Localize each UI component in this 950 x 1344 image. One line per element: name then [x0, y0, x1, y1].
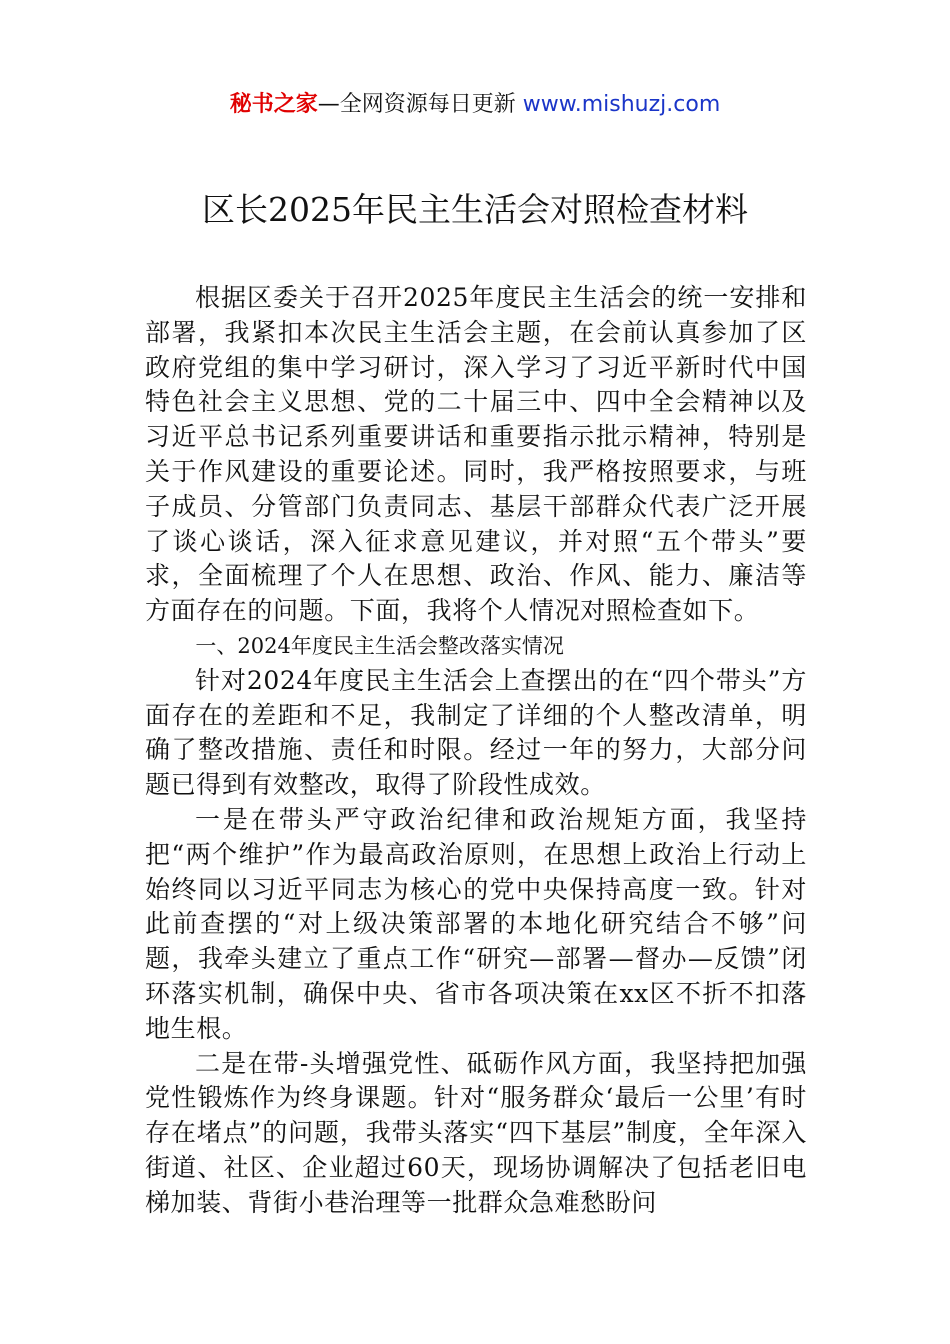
site-header [0, 88, 950, 122]
site-brand: 秘书之家 [229, 92, 318, 117]
section-heading-1: 一、2024年度民主生活会整改落实情况 [195, 633, 564, 658]
document-title: 区长2025年民主生活会对照检查材料 [202, 190, 748, 229]
point-1-paragraph: 一是在带头严守政治纪律和政治规矩方面，我坚持把“两个维护”作为最高政治原则，在思想上政治上行动上始终同以习近平同志为核心的党中央保持高度一致。针对此前查摆的“对上级决策部署的本地化研究结合不够”问题，我牵头建立了重点工作“研究—部署—督办—反馈”闭环落实机制，确保中央、省市各项决策在xx区不折不扣落地生根。 [145, 804, 807, 1043]
document-body [145, 281, 807, 1221]
site-url-link[interactable]: www.mishuzj.com [522, 92, 721, 117]
site-tagline: —全网资源每日更新 [317, 92, 523, 117]
intro-paragraph: 根据区委关于召开2025年度民主生活会的统一安排和部署，我紧扣本次民主生活会主题，在会前认真参加了区政府党组的集中学习研讨，深入学习了习近平新时代中国特色社会主义思想、党的二十届三中、四中全会精神以及习近平总书记系列重要讲话和重要指示批示精神，特别是关于作风建设的重要论述。同时，我严格按照要求，与班子成员、分管部门负责同志、基层干部群众代表广泛开展了谈心谈话，深入征求意见建议，并对照“五个带头”要求，全面梳理了个人在思想、政治、作风、能力、廉洁等方面存在的问题。下面，我将个人情况对照检查如下。 [145, 283, 807, 626]
section-1-paragraph: 针对2024年度民主生活会上查摆出的在“四个带头”方面存在的差距和不足，我制定了详细的个人整改清单，明确了整改措施、责任和时限。经过一年的努力，大部分问题已得到有效整改，取得了阶段性成效。 [145, 665, 807, 800]
point-2-paragraph: 二是在带-头增强党性、砥砺作风方面，我坚持把加强党性锻炼作为终身课题。针对“服务群众‘最后一公里’有时存在堵点”的问题，我带头落实“四下基层”制度，全年深入街道、社区、企业超过60天，现场协调解决了包括老旧电梯加装、背街小巷治理等一批群众急难愁盼问 [145, 1048, 807, 1217]
